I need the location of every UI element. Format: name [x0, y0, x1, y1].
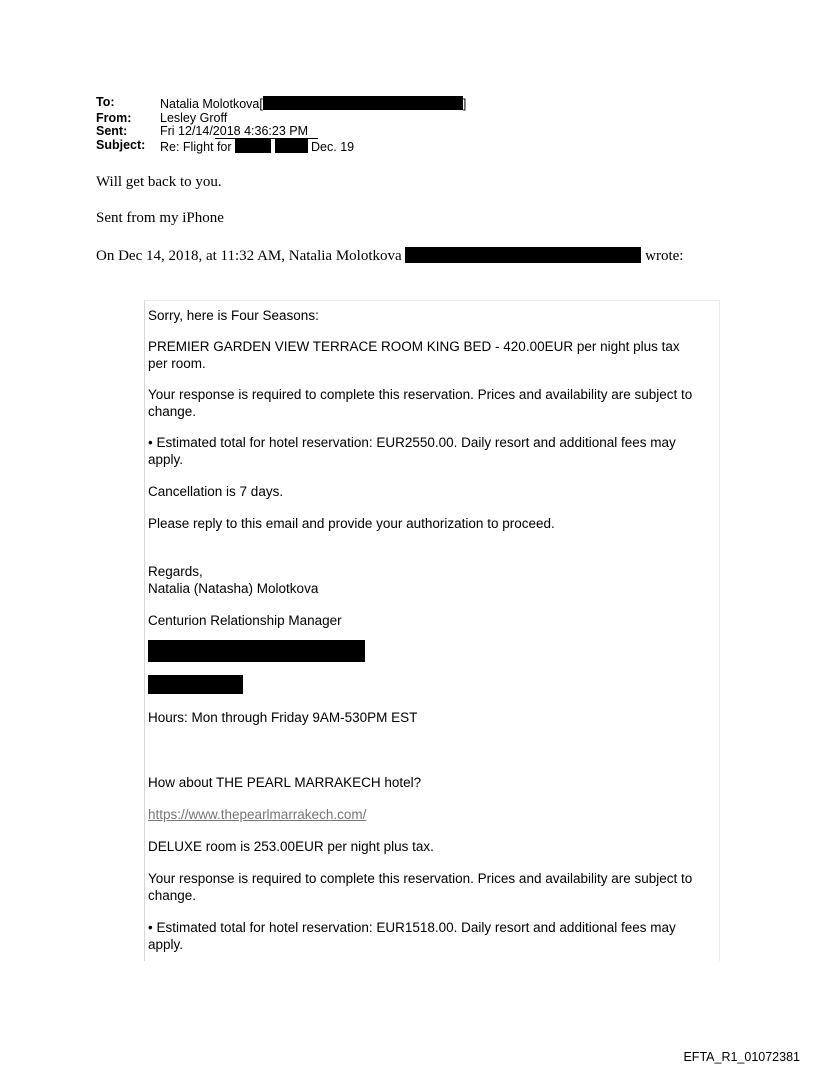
quoted-para-13-line-b: apply. — [148, 937, 184, 952]
quoted-para-3 — [148, 386, 719, 420]
to-value — [160, 96, 466, 112]
quoted-para-5: Cancellation is 7 days. — [148, 484, 284, 499]
redaction-block — [263, 96, 463, 110]
signature-block — [148, 563, 719, 597]
to-name: Natalia Molotkova[ — [160, 97, 263, 111]
hotel-link[interactable] — [148, 806, 719, 823]
redaction-block — [275, 139, 308, 153]
quoted-para-2 — [148, 338, 719, 372]
reply-line-2: Sent from my iPhone — [96, 210, 224, 226]
signature-hours: Hours: Mon through Friday 9AM-530PM EST — [148, 710, 418, 725]
quoted-para-10: How about THE PEARL MARRAKECH hotel? — [148, 775, 422, 790]
from-value: Lesley Groff — [160, 110, 228, 125]
quoted-para-12 — [148, 870, 719, 904]
subject-prefix: Re: Flight for — [160, 139, 232, 154]
quoted-para-2-line-a: PREMIER GARDEN VIEW TERRACE ROOM KING BED - 420.00EUR per night plus tax — [148, 339, 680, 354]
subject-row — [96, 139, 466, 155]
document-id: EFTA_R1_01072381 — [683, 1050, 800, 1064]
signature-redaction-1 — [148, 640, 719, 664]
sent-value — [160, 125, 308, 139]
quoted-para-1: Sorry, here is Four Seasons: — [148, 308, 319, 323]
subject-suffix: Dec. 19 — [311, 139, 355, 154]
subject-value — [160, 139, 354, 155]
quote-intro-line — [96, 247, 683, 265]
quoted-para-4 — [148, 434, 719, 468]
quoted-para-2-line-b: per room. — [148, 356, 206, 371]
redaction-block — [148, 675, 243, 694]
quoted-para-12-line-b: change. — [148, 888, 197, 903]
quoted-para-3-line-b: change. — [148, 404, 197, 419]
sent-row — [96, 125, 466, 139]
quote-intro: On Dec 14, 2018, at 11:32 AM, Natalia Molotkova — [96, 248, 402, 264]
from-row — [96, 112, 466, 126]
hotel-link-text[interactable]: https://www.thepearlmarrakech.com/ — [148, 807, 367, 822]
signature-name: Natalia (Natasha) Molotkova — [148, 581, 319, 596]
quoted-para-6: Please reply to this email and provide your authorization to proceed. — [148, 516, 555, 531]
signature-regards: Regards, — [148, 564, 203, 579]
from-label: From: — [96, 110, 132, 125]
to-label: To: — [96, 95, 115, 109]
quote-wrote: wrote: — [645, 248, 684, 264]
quoted-para-11: DELUXE room is 253.00EUR per night plus tax. — [148, 839, 434, 854]
redaction-block — [405, 247, 641, 263]
email-header — [96, 96, 466, 154]
redaction-block — [235, 139, 271, 153]
quoted-para-13 — [148, 919, 719, 953]
quoted-para-12-line-a: Your response is required to complete this reservation. Prices and availability are subject to — [148, 871, 693, 886]
reply-line-1: Will get back to you. — [96, 174, 222, 190]
sent-text: Fri 12/14/2018 4:36:23 PM — [160, 124, 309, 138]
signature-redaction-2 — [148, 675, 719, 696]
quoted-message — [144, 300, 720, 961]
signature-title: Centurion Relationship Manager — [148, 613, 342, 628]
quoted-para-13-line-a: • Estimated total for hotel reservation: EUR1518.00. Daily resort and additional fees may — [148, 920, 676, 935]
redaction-block — [148, 640, 365, 662]
to-row — [96, 96, 466, 112]
to-close: ] — [462, 97, 467, 111]
quoted-para-3-line-a: Your response is required to complete this reservation. Prices and availability are subject to — [148, 387, 693, 402]
sent-label: Sent: — [96, 124, 128, 138]
quoted-para-4-line-b: apply. — [148, 452, 184, 467]
quoted-para-4-line-a: • Estimated total for hotel reservation: EUR2550.00. Daily resort and additional fees may — [148, 435, 676, 450]
subject-label: Subject: — [96, 137, 146, 152]
